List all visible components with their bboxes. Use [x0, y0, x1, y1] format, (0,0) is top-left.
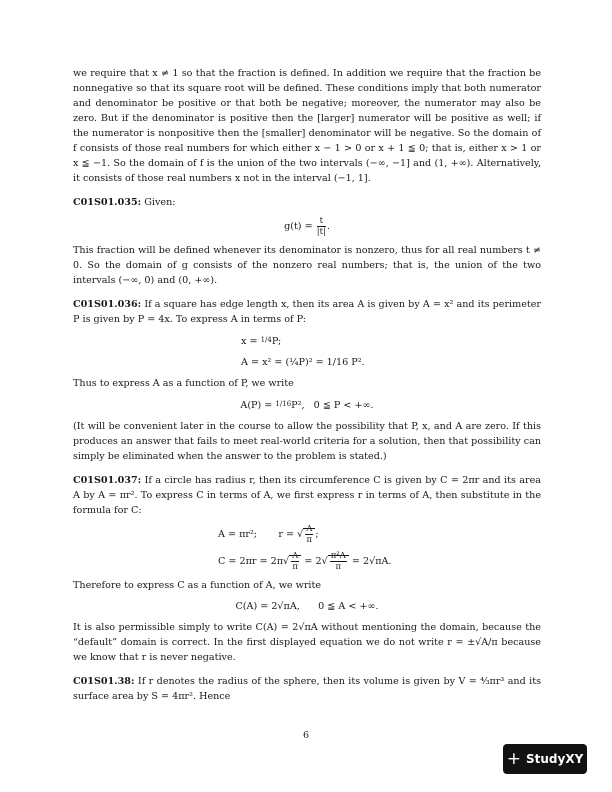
problem-037-text: If a circle has radius r, then its circumference C is given by C = 2πr and its area A by A = πr². To express C in terms of A, we first express r in terms of A, then substitute in the formula for C:: [73, 475, 541, 516]
equation-ap: A(P) = $^{1/16}$P², 0 ≦ P < +∞.: [240, 400, 374, 411]
problem-036-note: (It will be convenient later in the course to allow the possibility that P, x, and A are zero. If this produces an answer that fails to meet real-world criteria for a solution, then that possibility can simply be eliminated when the answer to the problem is stated.): [73, 421, 541, 462]
page-number: 6: [302, 730, 310, 741]
equation-circumference: C = 2πr = 2π√ $\frac{A}{\pi}$ = 2√ $\frac{\text{π²A}}{\pi}$ = 2√πA.: [218, 551, 392, 572]
problem-035-label: C01S01.035:: [73, 197, 142, 208]
problem-037-mid: Therefore to express C as a function of A, we write: [73, 580, 322, 591]
problem-035: [73, 195, 541, 210]
equation-g: g(t) = $\frac{t}{|t|}$ .: [284, 216, 330, 237]
equation-circle-area: A = πr²; r = √ $\frac{A}{\pi}$ ;: [218, 524, 319, 545]
problem-037: [73, 473, 541, 518]
problem-035-after: This fraction will be defined whenever its denominator is nonzero, thus for all real numbers t ≠ 0. So the domain of g consists of the nonzero real numbers; that is, the union of the two intervals (−∞, 0) and (0, +∞).: [73, 245, 541, 286]
problem-036-text: If a square has edge length x, then its area A is given by A = x² and its perimeter P is given by P = 4x. To express A in terms of P:: [73, 299, 541, 325]
problem-038: [73, 674, 541, 704]
studyxy-badge[interactable]: [503, 744, 587, 774]
equation-ca: C(A) = 2√πA, 0 ≦ A < +∞.: [235, 601, 379, 612]
problem-036-mid: Thus to express A as a function of P, we write: [73, 378, 294, 389]
problem-038-text: If r denotes the radius of the sphere, then its volume is given by V = ⁴⁄₃πr³ and its surface area by S = 4πr². Hence: [73, 676, 541, 702]
intro-paragraph: we require that x ≠ 1 so that the fraction is defined. In addition we require that the fraction be nonnegative so that its square root will be defined. These conditions imply that both numerator and denominator be positive or that both be negative; moreover, the numerator may also be zero. But if the denominator is positive then the [larger] numerator will be positive as well; if the numerator is nonpositive then the [smaller] denominator will be negative. So the domain of f consists of those real numbers for which either x − 1 > 0 or x + 1 ≦ 0; that is, either x > 1 or x ≦ −1. So the domain of f is the union of the two intervals (−∞, −1] and (1, +∞). Alternatively, it consists of those real numbers x not in the interval (−1, 1].: [73, 68, 541, 184]
plus-icon: +: [506, 748, 521, 769]
page-content: [73, 66, 541, 704]
equation-area: A = x² = (¼P)² = 1/16 P².: [241, 357, 365, 368]
problem-035-text: Given:: [144, 197, 176, 208]
problem-036-label: C01S01.036:: [73, 299, 142, 310]
problem-037-label: C01S01.037:: [73, 475, 142, 486]
problem-038-label: C01S01.38:: [73, 676, 135, 687]
problem-037-after: It is also permissible simply to write C(A) = 2√πA without mentioning the domain, because the “default” domain is correct. In the first displayed equation we do not write r = ±√A/π because we know that r is never negative.: [73, 622, 541, 663]
studyxy-label: StudyXY: [525, 752, 584, 766]
equation-x: x = $^{1/4}$P;: [241, 336, 282, 347]
problem-036: [73, 297, 541, 327]
